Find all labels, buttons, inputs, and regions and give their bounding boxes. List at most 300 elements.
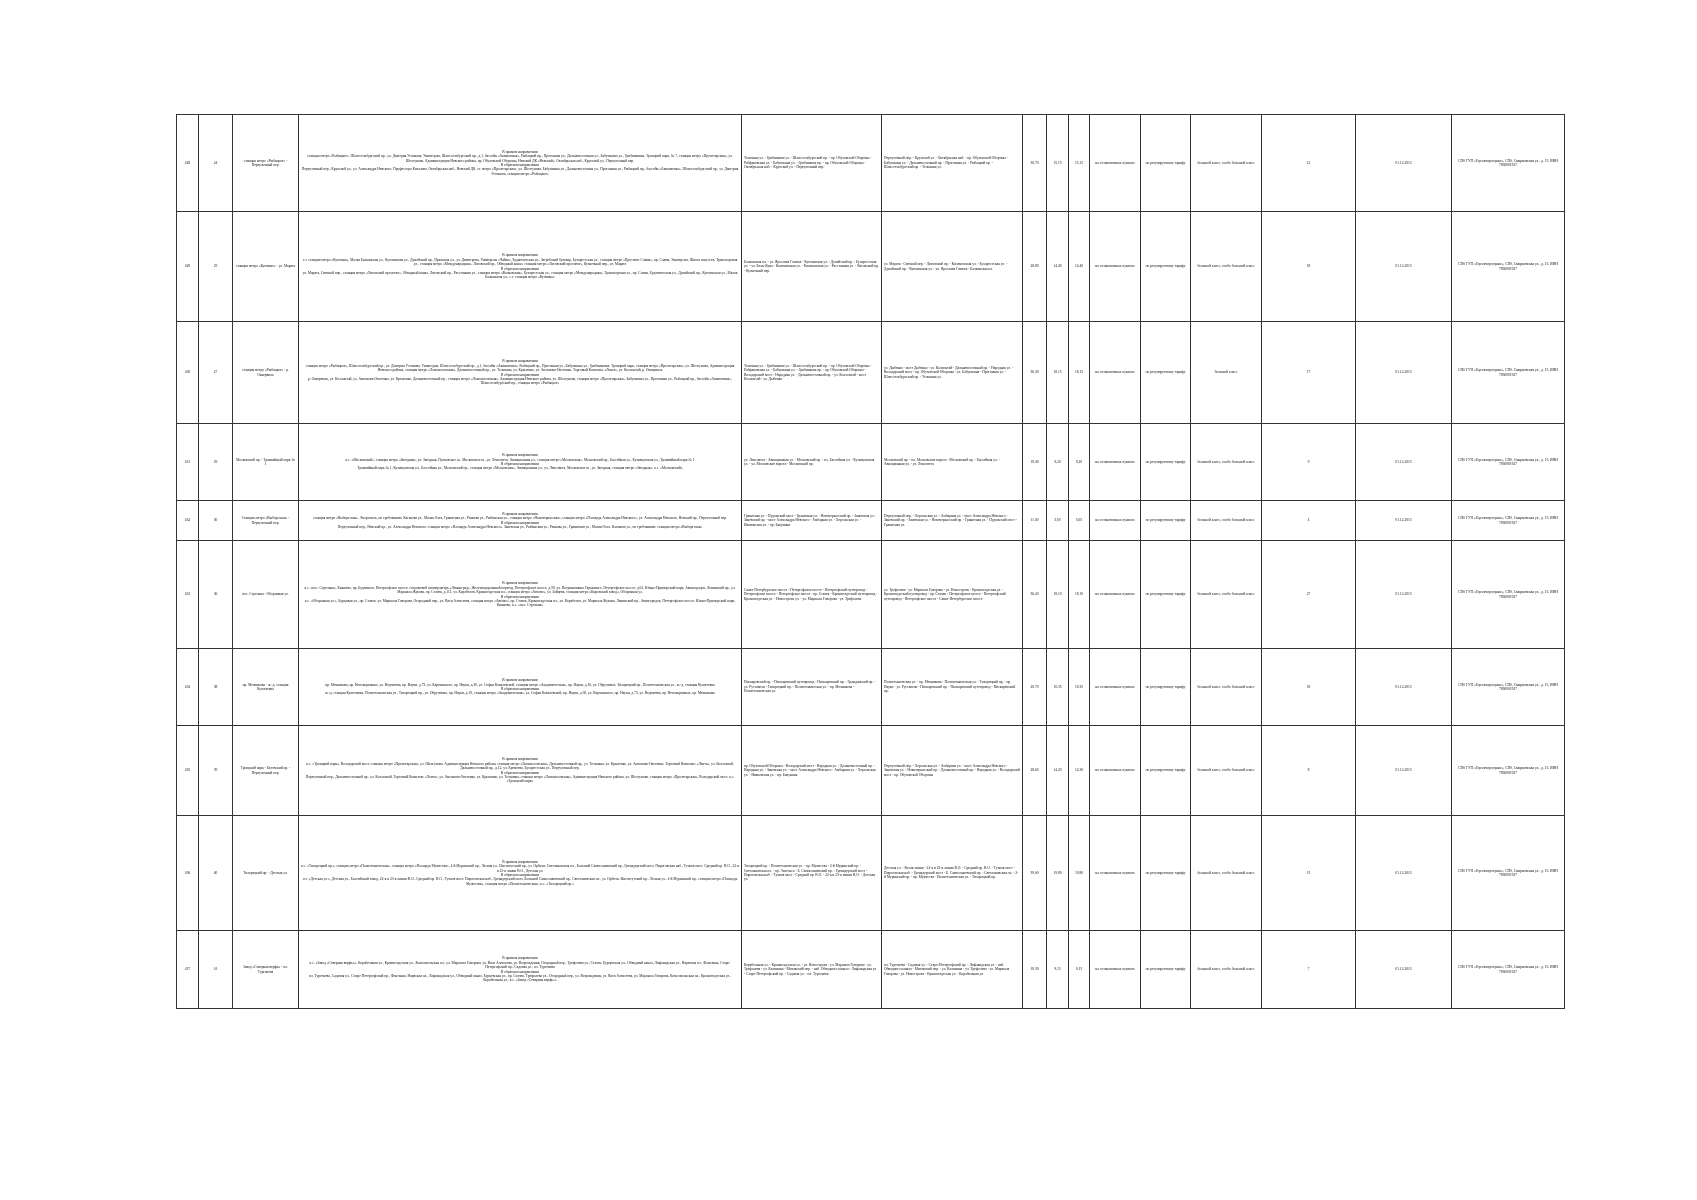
start-date: 01.12.2013 (1395, 967, 1412, 972)
operator-info: СПб ГУП «Горэлектротранс», СПб, Смирновская ул., д. 15, ИНН 7830001927 (1458, 368, 1558, 377)
table-row (177, 816, 1565, 931)
route-name-cell (233, 726, 299, 816)
route-name-cell (233, 212, 299, 322)
vehicle-class: большой класс, особо большой класс (1197, 684, 1255, 689)
streets-back-cell (882, 931, 1023, 1009)
start-date: 01.12.2013 (1395, 592, 1412, 597)
streets-forward-cell (742, 322, 882, 424)
tariff: по регулируемому тарифу (1145, 967, 1186, 972)
streets-forward-cell (742, 501, 882, 541)
operator-info: СПб ГУП «Горэлектротранс», СПб, Смирновская ул., д. 15, ИНН 7830001927 (1458, 590, 1558, 599)
forward-direction-heading: В прямом направлении (502, 859, 538, 864)
back-path-text: ж.-д. станция Кушелевка, Политехническая ул., Тихорецкий пр., ул. Обручевых, пр. Науки, д.10, станция метро «Академическая», ул. Софьи Ковалевской, пр. Науки, д.30, ул. Карпинского, пр. Науки, д.73, ул. Веденеева, пр. Непокоренных, пр. Мечникова (325, 691, 715, 696)
route-number-cell (199, 424, 233, 501)
forward-direction-heading: В прямом направлении (502, 149, 538, 154)
start-date-cell (1356, 816, 1452, 931)
streets-forward-cell (742, 541, 882, 649)
operator-info: СПб ГУП «Горэлектротранс», СПб, Смирновская ул., д. 15, ИНН 7830001927 (1458, 516, 1558, 525)
length-back-cell (1069, 424, 1090, 501)
route-name: станция метро «Купчино» - ул. Марата (235, 264, 296, 269)
stop-order-cell (1090, 212, 1141, 322)
route-name-cell (233, 649, 299, 726)
length-total: 18,40 (1030, 459, 1039, 464)
vehicle-class: большой класс, особо большой класс (1197, 160, 1255, 165)
length-forward: 9,15 (1054, 967, 1061, 972)
route-name: пр. Мечникова - ж.-д. станция Кушелевка (242, 682, 289, 691)
vehicle-count: 12 (1306, 160, 1311, 165)
vehicle-count: 27 (1306, 592, 1311, 597)
route-number-cell (199, 115, 233, 212)
vehicle-class-cell (1191, 541, 1262, 649)
route-number: 27 (213, 370, 218, 375)
route-number: 29 (213, 459, 218, 464)
route-name-cell (233, 322, 299, 424)
back-path-text: пл. Тургенева, Садовая ул., Старо-Петергофский пр., Фонтанка, Нарвская пл., Лифляндская ул., Обводный канал, Бурцевская ул., пр. Стачек, Трефолева ул., Огородный пер., ул. Возрождения, ул. Васи Алексеева, ул. Маршала Говорова, Комсомольская пл., Кронштадтская ул., Корабельная ул., к.с. «Завод «Северная верфь»» (309, 973, 731, 983)
vehicle-count-cell (1262, 322, 1356, 424)
length-back: 9,20 (1075, 459, 1083, 464)
table-row (177, 212, 1565, 322)
vehicle-class-cell (1191, 212, 1262, 322)
reg-number: 428 (184, 160, 191, 165)
route-name: станция метро «Рыбацкое» - р. Оккервиль (241, 368, 290, 377)
tariff: по регулируемому тарифу (1145, 592, 1186, 597)
length-back-cell (1069, 726, 1090, 816)
streets-back-cell (882, 501, 1023, 541)
start-date-cell (1356, 501, 1452, 541)
vehicle-class: большой класс, особо большой класс (1197, 592, 1255, 597)
length-forward: 14,20 (1053, 768, 1062, 773)
route-name-cell (233, 816, 299, 931)
length-total-cell (1023, 541, 1047, 649)
route-path-cell (299, 322, 742, 424)
route-number-cell (199, 322, 233, 424)
reg-number: 437 (184, 967, 191, 972)
forward-path-text: станция метро «Рыбацкое», Шлиссельбургский пр., ул. Дмитрия Устинова, Унивесрам, Шлиссельбургский пр., д.1, бассейн «Аквапатика», Рыбацкий пр., Прогонная ул., Дальневосточная ул., Бабушкина ул., Грибниковка, Троицкий парк, № 7, станция метро «Пролетарская», ул. Шелгунова, Администрация Невского района, пр. Обуховской Обороны, Невский ДК «Невский», Октябрьская наб., Крупской ул., Переулочный пер. (307, 154, 733, 163)
start-date-cell (1356, 931, 1452, 1009)
length-forward: 5,65 (1054, 518, 1061, 523)
forward-path-text: пр. Мечникова, пр. Непокоренных, ул. Веденеева, пр. Науки, д.73, ул. Карпинского, пр. Науки, д.30, ул. Софьи Ковалевской, станция метро «Академическая», пр. Науки, д.10, ул. Обручевых, Тихорецкий пр., Политехническая ул., ж.-д. станция Кушелевка (325, 682, 715, 687)
route-number: 36 (213, 592, 218, 597)
back-direction-heading: В обратном направлении (500, 687, 540, 691)
reg-number: 435 (184, 768, 191, 773)
length-total: 28,80 (1030, 264, 1039, 269)
length-total-cell (1023, 931, 1047, 1009)
route-number: 41 (213, 967, 218, 972)
back-path-text: Трамвайный парк № 1, Кузнецовская ул., Бассейная ул., Московский пр., станция метро «Московская», Авиационная ул., ул. Ленсовета, Московское ш., ул. Звездная, станция метро «Звездная», к.с. «Московский» (357, 466, 683, 471)
stop-order: на остановочных пунктах (1095, 160, 1135, 165)
start-date-cell (1356, 212, 1452, 322)
stop-order-cell (1090, 115, 1141, 212)
operator-info: СПб ГУП «Горэлектротранс», СПб, Смирновская ул., д. 15, ИНН 7830001927 (1458, 965, 1558, 974)
streets-back-text: Детская ул. - Косая линия - 22-я и 23-я линии В.О. - Средний пр. В.О. - Тучков мост - Пироговская наб. - Гренадерский мост - Б. Сампсониевский пр. - Светлановская пл. - 2-й Муринский пр. - пр. Мужества - Политехническая ул. - Тихорецкий пр. (884, 866, 1019, 880)
length-back: 18,15 (1074, 370, 1084, 375)
length-forward: 10,35 (1053, 684, 1062, 689)
stop-order: на остановочных пунктах (1095, 684, 1135, 689)
stop-order: на остановочных пунктах (1095, 370, 1135, 375)
route-number: 25 (213, 264, 218, 269)
streets-back-cell (882, 424, 1023, 501)
tariff: по регулируемому тарифу (1145, 160, 1186, 165)
reg-number: 436 (184, 870, 191, 875)
length-forward: 19,80 (1053, 870, 1062, 875)
back-path-text: ул. Марата, Свечной пер., станция метро «Лиговский проспект», Обводный канал, Лиговский пр., Расстанная ул., станция метро «Волковская», Бухарестская ул., станция метро «Международная», Транспортная ул., пр. Славы, Будапештская ул., Дунайский пр., Купчинская ул., Малая Балканская ул., с.т. станция метро «Купчино» (302, 270, 738, 280)
operator-cell (1452, 649, 1565, 726)
vehicle-count-cell (1262, 115, 1356, 212)
back-direction-heading: В обратном направлении (500, 770, 540, 775)
operator-cell (1452, 115, 1565, 212)
route-name: Станция метро «Выборгская» - Переулочный пер. (241, 516, 290, 525)
tariff-cell (1141, 931, 1191, 1009)
vehicle-class: большой класс, особо большой класс (1197, 518, 1255, 523)
route-number-cell (199, 212, 233, 322)
stop-order-cell (1090, 931, 1141, 1009)
route-name: Троицкий парк - Белевский пр. - Переулочный пер. (240, 766, 291, 775)
streets-back-cell (882, 541, 1023, 649)
operator-cell (1452, 424, 1565, 501)
forward-direction-heading: В прямом направлении (502, 757, 538, 762)
tariff-cell (1141, 816, 1191, 931)
table-row (177, 501, 1565, 541)
vehicle-count: 9 (1307, 459, 1310, 464)
vehicle-class-cell (1191, 501, 1262, 541)
back-direction-heading: В обратном направлении (500, 462, 540, 466)
vehicle-class-cell (1191, 322, 1262, 424)
length-forward-cell (1047, 649, 1069, 726)
route-name: Тихорецкий пр. - Детская ул. (243, 870, 288, 875)
stop-order-cell (1090, 726, 1141, 816)
length-total-cell (1023, 424, 1047, 501)
back-direction-heading: В обратном направлении (500, 520, 540, 525)
forward-path-text: станция метро «Выборгская», Эмтрополь, по требованию, Кагакова ул., Малая Охта, Гранитная ул., Ренкова ул., Рыбинская ул., станция метро «Новочеркасская», станция метро «Площадь Александра Невского», ул. Александра Невского, Невский пр., Переулочный пер. (313, 516, 727, 521)
tariff-cell (1141, 501, 1191, 541)
tariff-cell (1141, 541, 1191, 649)
streets-back-cell (882, 322, 1023, 424)
streets-forward-text: Гранитная ул. - Пудожский мост - Гранитная ул. - Новочеркасский пр. - Заневская ул. - Заневский пр. - мост Александра Невского - Амбарная ул. - Херсонская ул. - Ивановская ул. - пр. Бакунина (744, 513, 877, 527)
vehicle-class: большой класс, особо большой класс (1197, 459, 1255, 464)
operator-info: СПб ГУП «Горэлектротранс», СПб, Смирновская ул., д. 15, ИНН 7830001927 (1458, 457, 1558, 466)
streets-back-text: Переулочный пер. - Крупской ул. - Октябрьская наб. - пр. Обуховской Обороны - Бабушкина ул. - Дальневосточный пр. - Прогонная ул. - Рыбацкий пр. - Шлиссельбургский пр. - Тельмана ул. (884, 156, 1008, 170)
start-date-cell (1356, 726, 1452, 816)
forward-path-text: к.с. «Московский», станция метро «Звездная», ул. Звездная, Пулковское ш., Московское ш., ул. Ленсовета, Авиационная ул., станция метро «Московская», Московский пр., Бассейная ул., Кузнецовская ул., Трамвайный парк № 1 (345, 457, 695, 462)
length-back-cell (1069, 931, 1090, 1009)
route-number-cell (199, 816, 233, 931)
tariff-cell (1141, 726, 1191, 816)
registry-body (177, 115, 1565, 1009)
reg-number-cell (177, 541, 199, 649)
reg-number: 430 (184, 370, 191, 375)
length-total-cell (1023, 115, 1047, 212)
streets-back-cell (882, 816, 1023, 931)
operator-info: СПб ГУП «Горэлектротранс», СПб, Смирновская ул., д. 15, ИНН 7830001927 (1458, 868, 1558, 877)
length-back: 15,15 (1074, 160, 1084, 165)
reg-number: 432 (184, 518, 191, 523)
streets-forward-text: пр. Обуховской Обороны - Володарский мост - Народная ул. - Дальневосточный пр. - Народная ул. - Заневская ул. - мост Александра Невского - Амбарная ул. - Херсонская ул. - Ивановская ул. - пр. Бакунина (744, 763, 876, 777)
vehicle-class-cell (1191, 115, 1262, 212)
tariff-cell (1141, 212, 1191, 322)
reg-number: 434 (184, 684, 191, 689)
streets-forward-cell (742, 726, 882, 816)
operator-cell (1452, 322, 1565, 424)
length-back-cell (1069, 541, 1090, 649)
length-back: 10,35 (1074, 684, 1084, 689)
length-forward-cell (1047, 212, 1069, 322)
operator-cell (1452, 931, 1565, 1009)
start-date: 01.12.2013 (1395, 370, 1412, 375)
forward-direction-heading: В прямом направлении (502, 678, 538, 683)
tariff: по регулируемому тарифу (1145, 264, 1186, 269)
vehicle-class: большой класс, особо большой класс (1197, 768, 1255, 773)
route-number-cell (199, 931, 233, 1009)
length-total: 20,70 (1030, 684, 1039, 689)
vehicle-count: 18 (1306, 264, 1311, 269)
length-forward: 14,40 (1053, 264, 1062, 269)
vehicle-count-cell (1262, 726, 1356, 816)
length-forward-cell (1047, 726, 1069, 816)
length-back-cell (1069, 212, 1090, 322)
forward-path-text: к.с. «Троицкий парк», Володарский мост, станция метро «Пролетарская», ул. Шелгунова, Администрация Невского района, станция метро «Ломоносовская», Дальневосточный пр., ул. Тельмана, ул. Крыленко, ул. Антонова-Овсеенко, Торговый Комплекс «Лента», ул. Коллонтай, Дальневосточный пр., д.12, ул. Еремеева, Бухарестская ул., Переулочный пер. (306, 761, 734, 771)
streets-forward-text: Тихорецкий пр. - Политехническая ул. - пр. Мужества - 2-й Муринский пр. - Светлановская пл. - пр. Энгельса - Б. Сампсониевский пр. - Гренадерский мост - Пироговская наб. - Тучков мост - Средний пр. В.О. - 22-я и 23-я линии В.О. - Детская ул. (744, 864, 875, 882)
reg-number-cell (177, 115, 199, 212)
vehicle-count: 7 (1307, 967, 1310, 972)
back-direction-heading: В обратном направлении (500, 163, 540, 167)
vehicle-class: большой класс, особо большой класс (1197, 264, 1255, 269)
streets-back-text: Переулочный пер. - Херсонская ул. - Амбарная ул. - мост Александра Невского - Заневская ул. - Новочеркасский пр. - Дальневосточный пр. - Народная ул. - Володарский мост - пр. Обуховской Обороны (884, 763, 1020, 777)
route-number: 40 (213, 870, 218, 875)
streets-forward-cell (742, 424, 882, 501)
length-back-cell (1069, 322, 1090, 424)
forward-path-text: станция метро «Рыбацкое», Шлиссельбургский пр., ул. Дмитрия Устинова, Унивесрам, Шлиссельбургский пр., д.1, бассейн «Аквапатика», Рыбацкий пр., Прогонная ул., Бабушкина ул., Грибниковка, Троицкий парк, станция метро «Пролетарская», ул. Шелгунова, Администрация Невского района, станция метро «Ломоносовская», Дальневосточный пр., ул. Тельмана, ул. Крыленко, ул. Антонова-Овсеенко, Торговый Комплекс «Лента», ул. Коллонтай, р. Оккервиль (305, 363, 735, 373)
reg-number: 431 (184, 459, 191, 464)
forward-direction-heading: В прямом направлении (502, 453, 538, 458)
reg-number-cell (177, 726, 199, 816)
length-forward-cell (1047, 424, 1069, 501)
vehicle-count: 18 (1306, 684, 1311, 689)
operator-cell (1452, 501, 1565, 541)
streets-back-text: ул. Дыбенко - мост Дыбенко - ул. Коллонтай - Дальневосточный пр. - Народная ул. - Володарский мост - пр. Обуховской Обороны - ул. Бабушкина - Прогонная ул. - Шлиссельбургский пр. - Тельмана ул. (884, 365, 1014, 379)
stop-order: на остановочных пунктах (1095, 518, 1135, 523)
forward-direction-heading: В прямом направлении (502, 956, 538, 961)
streets-back-text: Политехническая ул. - пр. Мечникова - Политехническая ул. - Тихорецкий пр. - пр. Науки - ул. Руставели - Пискаревский пр. - Пискаревский путепровод - Пискаревский пр. (884, 680, 1016, 694)
streets-forward-text: Пискаревский пр. - Пискаревский путепровод - Пискаревский пр. - Гражданский пр. - ул. Руставели - Тихорецкий пр. - Политехническая ул. - пр. Мечникова - Политехническая ул. (744, 680, 876, 694)
streets-forward-text: ул. Ленсовета - Авиационная ул. - Московский пр. - пл. Бассейная ул. - Кузнецовская ул. - ул. Московские ворота - Московский пр. (744, 457, 875, 466)
length-total: 28,60 (1030, 768, 1039, 773)
vehicle-count-cell (1262, 541, 1356, 649)
streets-forward-cell (742, 212, 882, 322)
start-date: 01.12.2013 (1395, 518, 1412, 523)
vehicle-class: большой класс, особо большой класс (1197, 967, 1255, 972)
back-direction-heading: В обратном направлении (500, 594, 540, 599)
route-name: станция метро «Рыбацкое» - Переулочный пер. (243, 158, 288, 167)
route-path-cell (299, 816, 742, 931)
start-date-cell (1356, 541, 1452, 649)
length-forward-cell (1047, 501, 1069, 541)
start-date: 01.12.2013 (1395, 264, 1412, 269)
start-date: 01.12.2013 (1395, 870, 1412, 875)
streets-back-cell (882, 649, 1023, 726)
vehicle-count: 15 (1306, 870, 1311, 875)
length-total: 39,60 (1030, 870, 1039, 875)
route-path-cell (299, 931, 742, 1009)
streets-forward-text: Тельмана ул. - Грибникова ул. - Шлиссельбургский пр. - пр. Обуховской Обороны - Рабфаковская ул. - Бабушкина ул. - Грибникова пр. - пр. Обуховской Обороны - Октябрьская наб. - Крупской ул. - Переулочный пер. (744, 156, 872, 170)
operator-cell (1452, 541, 1565, 649)
forward-path-text: к.с. «Тихорецкий пр.», станция метро «Политехническая», станция метро «Площадь Мужества», 2-й Муринский пр., Лесная ул., Институтский пр., ул. Орбели, Светлановская пл., Большой Сампсониевский пр., Гренадерский мост, Пироговская наб., Тучков мост, Средний пр. В.О., 22-я и 23-я линии В.О., Детская ул. (301, 864, 739, 873)
length-back-cell (1069, 816, 1090, 931)
start-date-cell (1356, 322, 1452, 424)
reg-number-cell (177, 649, 199, 726)
route-name: Московский пр. - Трамвайный парк № 1 (236, 457, 295, 466)
start-date-cell (1356, 424, 1452, 501)
reg-number-cell (177, 501, 199, 541)
length-forward: 18,15 (1053, 370, 1062, 375)
operator-cell (1452, 816, 1565, 931)
streets-back-text: пл. Тургенева - Садовая ул. - Старо-Петергофский пр. - Лифляндская ул. - наб. Обводного канала - Митавский пер. - ул. Калинина - ул. Трефолева - ул. Маршала Говорова - ул. Новостроек - Кронштадтская ул. - Корабельная ул. (884, 962, 1010, 976)
route-path-cell (299, 212, 742, 322)
vehicle-count-cell (1262, 501, 1356, 541)
stop-order-cell (1090, 649, 1141, 726)
route-name: пос. Стрельна - Оборонная ул. (242, 592, 289, 597)
start-date: 01.12.2013 (1395, 684, 1412, 689)
forward-path-text: с.т. станция метро «Купчино», Малая Балканская ул., Купчинская ул., Дунайский пр., Пражская ул., ул. Димитрова, Универсам «Чайка», Будапештская ул., Загребский бульвар, Бухарестская ул., станция метро «Проспект Славы», пр. Славы, Универсам, Школа искусств, Транспортная ул., станция метро «Международная», Лиговский пр., Обводный канал, станция метро «Лиговский проспект», Кузнечный пер., ул. Марата (302, 257, 738, 267)
length-back-cell (1069, 649, 1090, 726)
back-direction-heading: В обратном направлении (500, 873, 540, 877)
streets-back-cell (882, 115, 1023, 212)
forward-direction-heading: В прямом направлении (502, 511, 538, 516)
vehicle-class-cell (1191, 649, 1262, 726)
tariff: по регулируемому тарифу (1145, 370, 1186, 375)
table-row (177, 931, 1565, 1009)
start-date-cell (1356, 115, 1452, 212)
table-row (177, 649, 1565, 726)
reg-number-cell (177, 816, 199, 931)
length-back: 19,80 (1074, 870, 1084, 875)
vehicle-count-cell (1262, 816, 1356, 931)
tariff-cell (1141, 322, 1191, 424)
stop-order-cell (1090, 322, 1141, 424)
table-row (177, 424, 1565, 501)
streets-forward-cell (742, 931, 882, 1009)
stop-order: на остановочных пунктах (1095, 768, 1135, 773)
length-forward-cell (1047, 322, 1069, 424)
forward-path-text: к.с. «пос. Стрельна», Княжево, пр. Буденного, Петергофское шоссе, сторожевой пионерлагерь «Ленинград», Железнодорожный переезд, Петергофское шоссе, д.59, ул. Пограничника Гарькавого, Петергофское шоссе, д.63, Южно-Приморский парк, Авиагородок, Ленинский пр., ул. Маршала Жукова, пр. Стачек, д.111, ул. Корабелов, Кронштадтская пл., станция метро «Автово», ул. Зайцева, станция метро «Кировский завод», Оборонная ул. (304, 585, 736, 595)
stop-order-cell (1090, 541, 1141, 649)
vehicle-count: 8 (1307, 768, 1310, 773)
stop-order-cell (1090, 424, 1141, 501)
length-back: 5,65 (1075, 518, 1083, 523)
route-number: 24 (213, 160, 218, 165)
operator-info: СПб ГУП «Горэлектротранс», СПб, Смирновская ул., д. 15, ИНН 7830001927 (1458, 158, 1558, 167)
reg-number: 433 (184, 592, 191, 597)
streets-forward-text: Балканская пл. - ул. Ярослава Гашека - Купчинская ул. - Дунайский пр. - Бухарестская ул. - ул. Белы Куна - Касимовская ул. - Касимовская ул. - Расстанная ул. - Лиговский пр. - Кузнечный пер. (744, 259, 879, 273)
streets-back-text: Переулочный пер. - Херсонская ул. - Амбарная ул. - мост Александра Невского - Заневский пр. - Заневская ул. - Новочеркасский пр. - Гранитная ул. - Пудожский мост - Гранитная ул. (884, 513, 1017, 527)
back-direction-heading: В обратном направлении (500, 266, 540, 271)
length-total-cell (1023, 501, 1047, 541)
length-total-cell (1023, 726, 1047, 816)
back-direction-heading: В обратном направлении (500, 969, 540, 974)
route-registry-table (176, 114, 1565, 1009)
vehicle-class-cell (1191, 931, 1262, 1009)
reg-number-cell (177, 424, 199, 501)
stop-order: на остановочных пунктах (1095, 592, 1135, 597)
operator-cell (1452, 726, 1565, 816)
length-back: 14,40 (1074, 264, 1084, 269)
route-path-cell (299, 501, 742, 541)
length-back-cell (1069, 501, 1090, 541)
vehicle-count-cell (1262, 649, 1356, 726)
table-row (177, 541, 1565, 649)
length-forward: 9,20 (1054, 459, 1061, 464)
route-path-cell (299, 115, 742, 212)
length-forward: 18,10 (1053, 592, 1062, 597)
route-number-cell (199, 649, 233, 726)
length-forward: 15,15 (1053, 160, 1062, 165)
length-back: 14,30 (1074, 768, 1084, 773)
stop-order: на остановочных пунктах (1095, 967, 1135, 972)
streets-back-cell (882, 726, 1023, 816)
start-date: 01.12.2013 (1395, 459, 1412, 464)
tariff: по регулируемому тарифу (1145, 518, 1186, 523)
start-date-cell (1356, 649, 1452, 726)
vehicle-class-cell (1191, 816, 1262, 931)
start-date: 01.12.2013 (1395, 768, 1412, 773)
vehicle-class-cell (1191, 424, 1262, 501)
length-total: 30,70 (1030, 160, 1039, 165)
route-name-cell (233, 501, 299, 541)
streets-forward-text: Корабельная ул. - Кронштадтская ул. - ул. Новостроек - ул. Маршала Говорова - ул. Трефолева - ул. Калинина - Митавский пер. - наб. Обводного канала - Лифляндская ул. - Старо-Петергофский пр. - Садовая ул. - пл. Тургенева (744, 962, 878, 976)
vehicle-class: большой класс, особо большой класс (1197, 870, 1255, 875)
back-path-text: Переулочный пер., Невский пр., ул. Александра Невского, станция метро «Площадь Александра Невского», Заневская ул., Рыбинская ул., Ренкова ул., Гранитная ул., Малая Охта, Кагакова ул., по требованию, станция метро «Выборгская» (337, 524, 703, 529)
table-row (177, 115, 1565, 212)
start-date: 01.12.2013 (1395, 160, 1412, 165)
length-forward-cell (1047, 115, 1069, 212)
route-name-cell (233, 541, 299, 649)
route-path-cell (299, 649, 742, 726)
length-total-cell (1023, 649, 1047, 726)
operator-cell (1452, 212, 1565, 322)
forward-direction-heading: В прямом направлении (502, 581, 538, 586)
route-name-cell (233, 424, 299, 501)
reg-number-cell (177, 931, 199, 1009)
streets-back-text: Московский пр. - пл. Московские ворота - Московский пр. - Бассейная ул. - Авиационная ул. - ул. Ленсовета (884, 457, 1000, 466)
vehicle-count-cell (1262, 424, 1356, 501)
tariff-cell (1141, 115, 1191, 212)
route-number-cell (199, 541, 233, 649)
streets-forward-cell (742, 115, 882, 212)
reg-number: 429 (184, 264, 191, 269)
stop-order: на остановочных пунктах (1095, 264, 1135, 269)
tariff-cell (1141, 424, 1191, 501)
operator-info: СПб ГУП «Горэлектротранс», СПб, Смирновская ул., д. 15, ИНН 7830001927 (1458, 766, 1558, 775)
tariff: по регулируемому тарифу (1145, 870, 1186, 875)
route-path-cell (299, 726, 742, 816)
forward-path-text: к.с. «Завод «Северная верфь»», Корабельная ул., Кронштадтская ул., Комсомольская пл., ул. Маршала Говорова, ул. Васи Алексеева, ул. Возрождения, Огородный пер., Трефолева ул., Стачек, Бурцевская ул., Обводный канал, Лифляндская ул., Нарвская пл., Фонтанка, Старо-Петергофский пр., Садовая ул., пл. Тургенева (309, 960, 731, 970)
length-total: 11,30 (1030, 518, 1039, 523)
streets-back-text: ул. Трефолева - ул. Маршала Говорова - ул. Новостроек - Кронштадтская ул. - Кронштадтский путепровод - пр. Стачек - Петергофское шоссе - Петергофский путепровод - Петергофское шоссе - Санкт-Петербургское шоссе (884, 587, 1006, 601)
streets-back-cell (882, 212, 1023, 322)
route-name-cell (233, 115, 299, 212)
length-forward-cell (1047, 931, 1069, 1009)
back-path-text: Переулочный пер., Крупской ул., ул. Александра Невского, Профессора Качалова, Октябрьская наб., Невский ДК, ст. метро «Пролетарская», ул. Шелгунова, Бабушкина ул., Дальневосточная ул., Прогонная ул., Рыбацкий пр., бассейн «Аквапатика», Шлиссельбургский пр., ул. Дмитрия Устинова, станция метро «Рыбацкое» (301, 167, 739, 176)
back-direction-heading: В обратном направлении (500, 372, 540, 377)
route-name-cell (233, 931, 299, 1009)
streets-forward-text: Тельмана ул. - Грибникова ул. - Шлиссельбургский пр. - пр. Обуховской Обороны - Рабфаковская ул. - Бабушкина ул. - Грибникова пр. - пр. Обуховской Обороны - Володарский мост - Народная ул. - Дальневосточный пр. - ул. Коллонтай - мост Коллонтай - ул. Дыбенко (744, 363, 872, 381)
route-number: 39 (213, 768, 218, 773)
length-total: 36,20 (1030, 592, 1039, 597)
forward-direction-heading: В прямом направлении (502, 253, 538, 258)
back-path-text: к.с. «Оборонная ул.», Бурцовая ул., пр. Стачек, ул. Маршала Говорова, Огородный пер., ул. Васи Алексеева, станция метро «Автово», пр. Стачек, Кронштадтская пл., ул. Корабелов, ул. Маршала Жукова, Ленинский пр., Авиагородок, Петергофское шоссе, Южно-Приморский парк, Княжево, к.с. «пос. Стрельна» (304, 598, 736, 608)
operator-info: СПб ГУП «Горэлектротранс», СПб, Смирновская ул., д. 15, ИНН 7830001927 (1458, 262, 1558, 271)
stop-order: на остановочных пунктах (1095, 459, 1135, 464)
vehicle-class: большой класс (1214, 370, 1238, 375)
